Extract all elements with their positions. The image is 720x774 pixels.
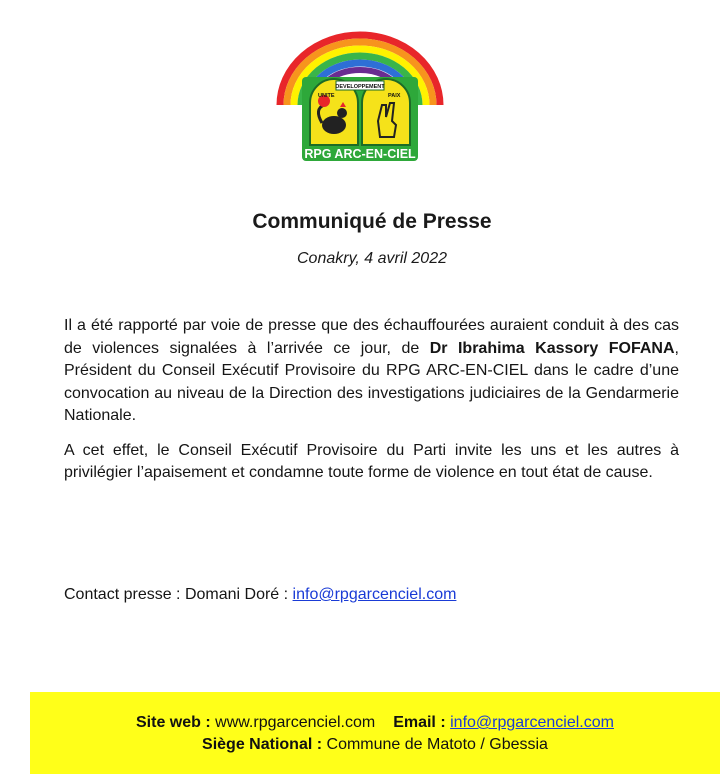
paragraph-1-before: Il a été rapporté par voie de presse que des échauffourées auraient conduit à des cas de violences signalées à l’arrivée ce jour, de [64,317,679,357]
paragraph-1-after: , Président du Conseil Exécutif Provisoire du RPG ARC-EN-CIEL dans le cadre d’une convocation au niveau de la Direction des investigations judiciaires de la Gendarmerie Nationale. [64,339,679,424]
paragraph-1 [64,315,679,428]
site-label: Site web : [136,714,211,731]
press-body [64,315,679,497]
footer-email-link[interactable]: info@rpgarcenciel.com [450,714,614,731]
logo-ribbon-left: UNITE [318,93,335,99]
hq-label: Siège National : [202,736,323,753]
footer-line-1 [30,712,720,734]
page-title: Communiqué de Presse [252,210,492,233]
contact-email-link[interactable]: info@rpgarcenciel.com [292,586,457,603]
contact-label: Contact presse : Domani Doré : [64,586,293,603]
site-value: www.rpgarcenciel.com [210,714,376,731]
paragraph-2: A cet effet, le Conseil Exécutif Provisoire du Parti invite les uns et les autres à privilégier l’apaisement et condamne toute forme de violence en tout état de cause. [64,441,679,481]
email-label: Email : [393,714,446,731]
logo-ribbon-right: PAIX [388,93,401,99]
dateline: Conakry, 4 avril 2022 [297,250,447,267]
party-logo [272,25,448,165]
footer-banner [30,692,720,774]
president-name: Dr Ibrahima Kassory FOFANA [429,339,675,357]
hq-value: Commune de Matoto / Gbessia [322,736,548,753]
logo-name: RPG ARC-EN-CIEL [304,147,416,161]
footer-line-2 [30,734,720,756]
logo-ribbon-top: DEVELOPPEMENT [335,84,385,90]
press-contact [64,586,456,604]
